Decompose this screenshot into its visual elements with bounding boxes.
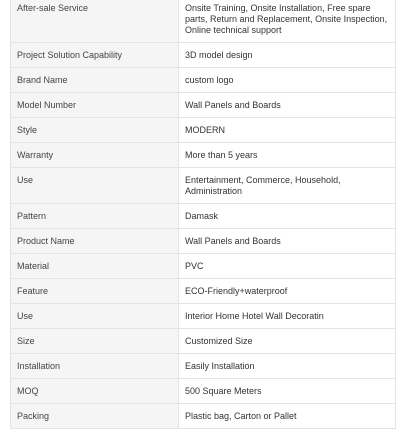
table-row bbox=[11, 279, 396, 304]
table-row bbox=[11, 43, 396, 68]
table-row bbox=[11, 143, 396, 168]
attribute-value: 3D model design bbox=[179, 43, 396, 68]
attribute-name: After-sale Service bbox=[11, 0, 179, 43]
attribute-name: Use bbox=[11, 304, 179, 329]
attribute-name: Product Name bbox=[11, 229, 179, 254]
attribute-name: Use bbox=[11, 168, 179, 204]
attribute-value: Plastic bag, Carton or Pallet bbox=[179, 404, 396, 429]
attribute-value: Wall Panels and Boards bbox=[179, 93, 396, 118]
attribute-name: Brand Name bbox=[11, 68, 179, 93]
table-row bbox=[11, 68, 396, 93]
table-row bbox=[11, 404, 396, 429]
table-row bbox=[11, 229, 396, 254]
attribute-value: Wall Panels and Boards bbox=[179, 229, 396, 254]
attribute-value: Easily Installation bbox=[179, 354, 396, 379]
table-row bbox=[11, 329, 396, 354]
attribute-value: ECO-Friendly+waterproof bbox=[179, 279, 396, 304]
attribute-name: Pattern bbox=[11, 204, 179, 229]
attribute-value: Customized Size bbox=[179, 329, 396, 354]
attribute-name: Style bbox=[11, 118, 179, 143]
table-row bbox=[11, 93, 396, 118]
attribute-value: More than 5 years bbox=[179, 143, 396, 168]
table-row bbox=[11, 354, 396, 379]
attribute-name: Size bbox=[11, 329, 179, 354]
attribute-name: Project Solution Capability bbox=[11, 43, 179, 68]
attribute-name: Warranty bbox=[11, 143, 179, 168]
table-row bbox=[11, 118, 396, 143]
product-attributes-table bbox=[10, 0, 396, 429]
attribute-name: MOQ bbox=[11, 379, 179, 404]
attribute-name: Feature bbox=[11, 279, 179, 304]
attribute-value: MODERN bbox=[179, 118, 396, 143]
attribute-value: Damask bbox=[179, 204, 396, 229]
attribute-value: PVC bbox=[179, 254, 396, 279]
table-row bbox=[11, 204, 396, 229]
table-row bbox=[11, 168, 396, 204]
attribute-value: 500 Square Meters bbox=[179, 379, 396, 404]
attribute-value: Interior Home Hotel Wall Decoratin bbox=[179, 304, 396, 329]
table-row bbox=[11, 254, 396, 279]
table-row bbox=[11, 379, 396, 404]
attribute-name: Model Number bbox=[11, 93, 179, 118]
attribute-value: custom logo bbox=[179, 68, 396, 93]
attribute-name: Packing bbox=[11, 404, 179, 429]
attribute-name: Installation bbox=[11, 354, 179, 379]
table-row bbox=[11, 0, 396, 43]
attribute-value: Entertainment, Commerce, Household, Administration bbox=[179, 168, 396, 204]
attribute-name: Material bbox=[11, 254, 179, 279]
attribute-value: Onsite Training, Onsite Installation, Free spare parts, Return and Replacement, Onsite Inspection, Online technical support bbox=[179, 0, 396, 43]
table-row bbox=[11, 304, 396, 329]
